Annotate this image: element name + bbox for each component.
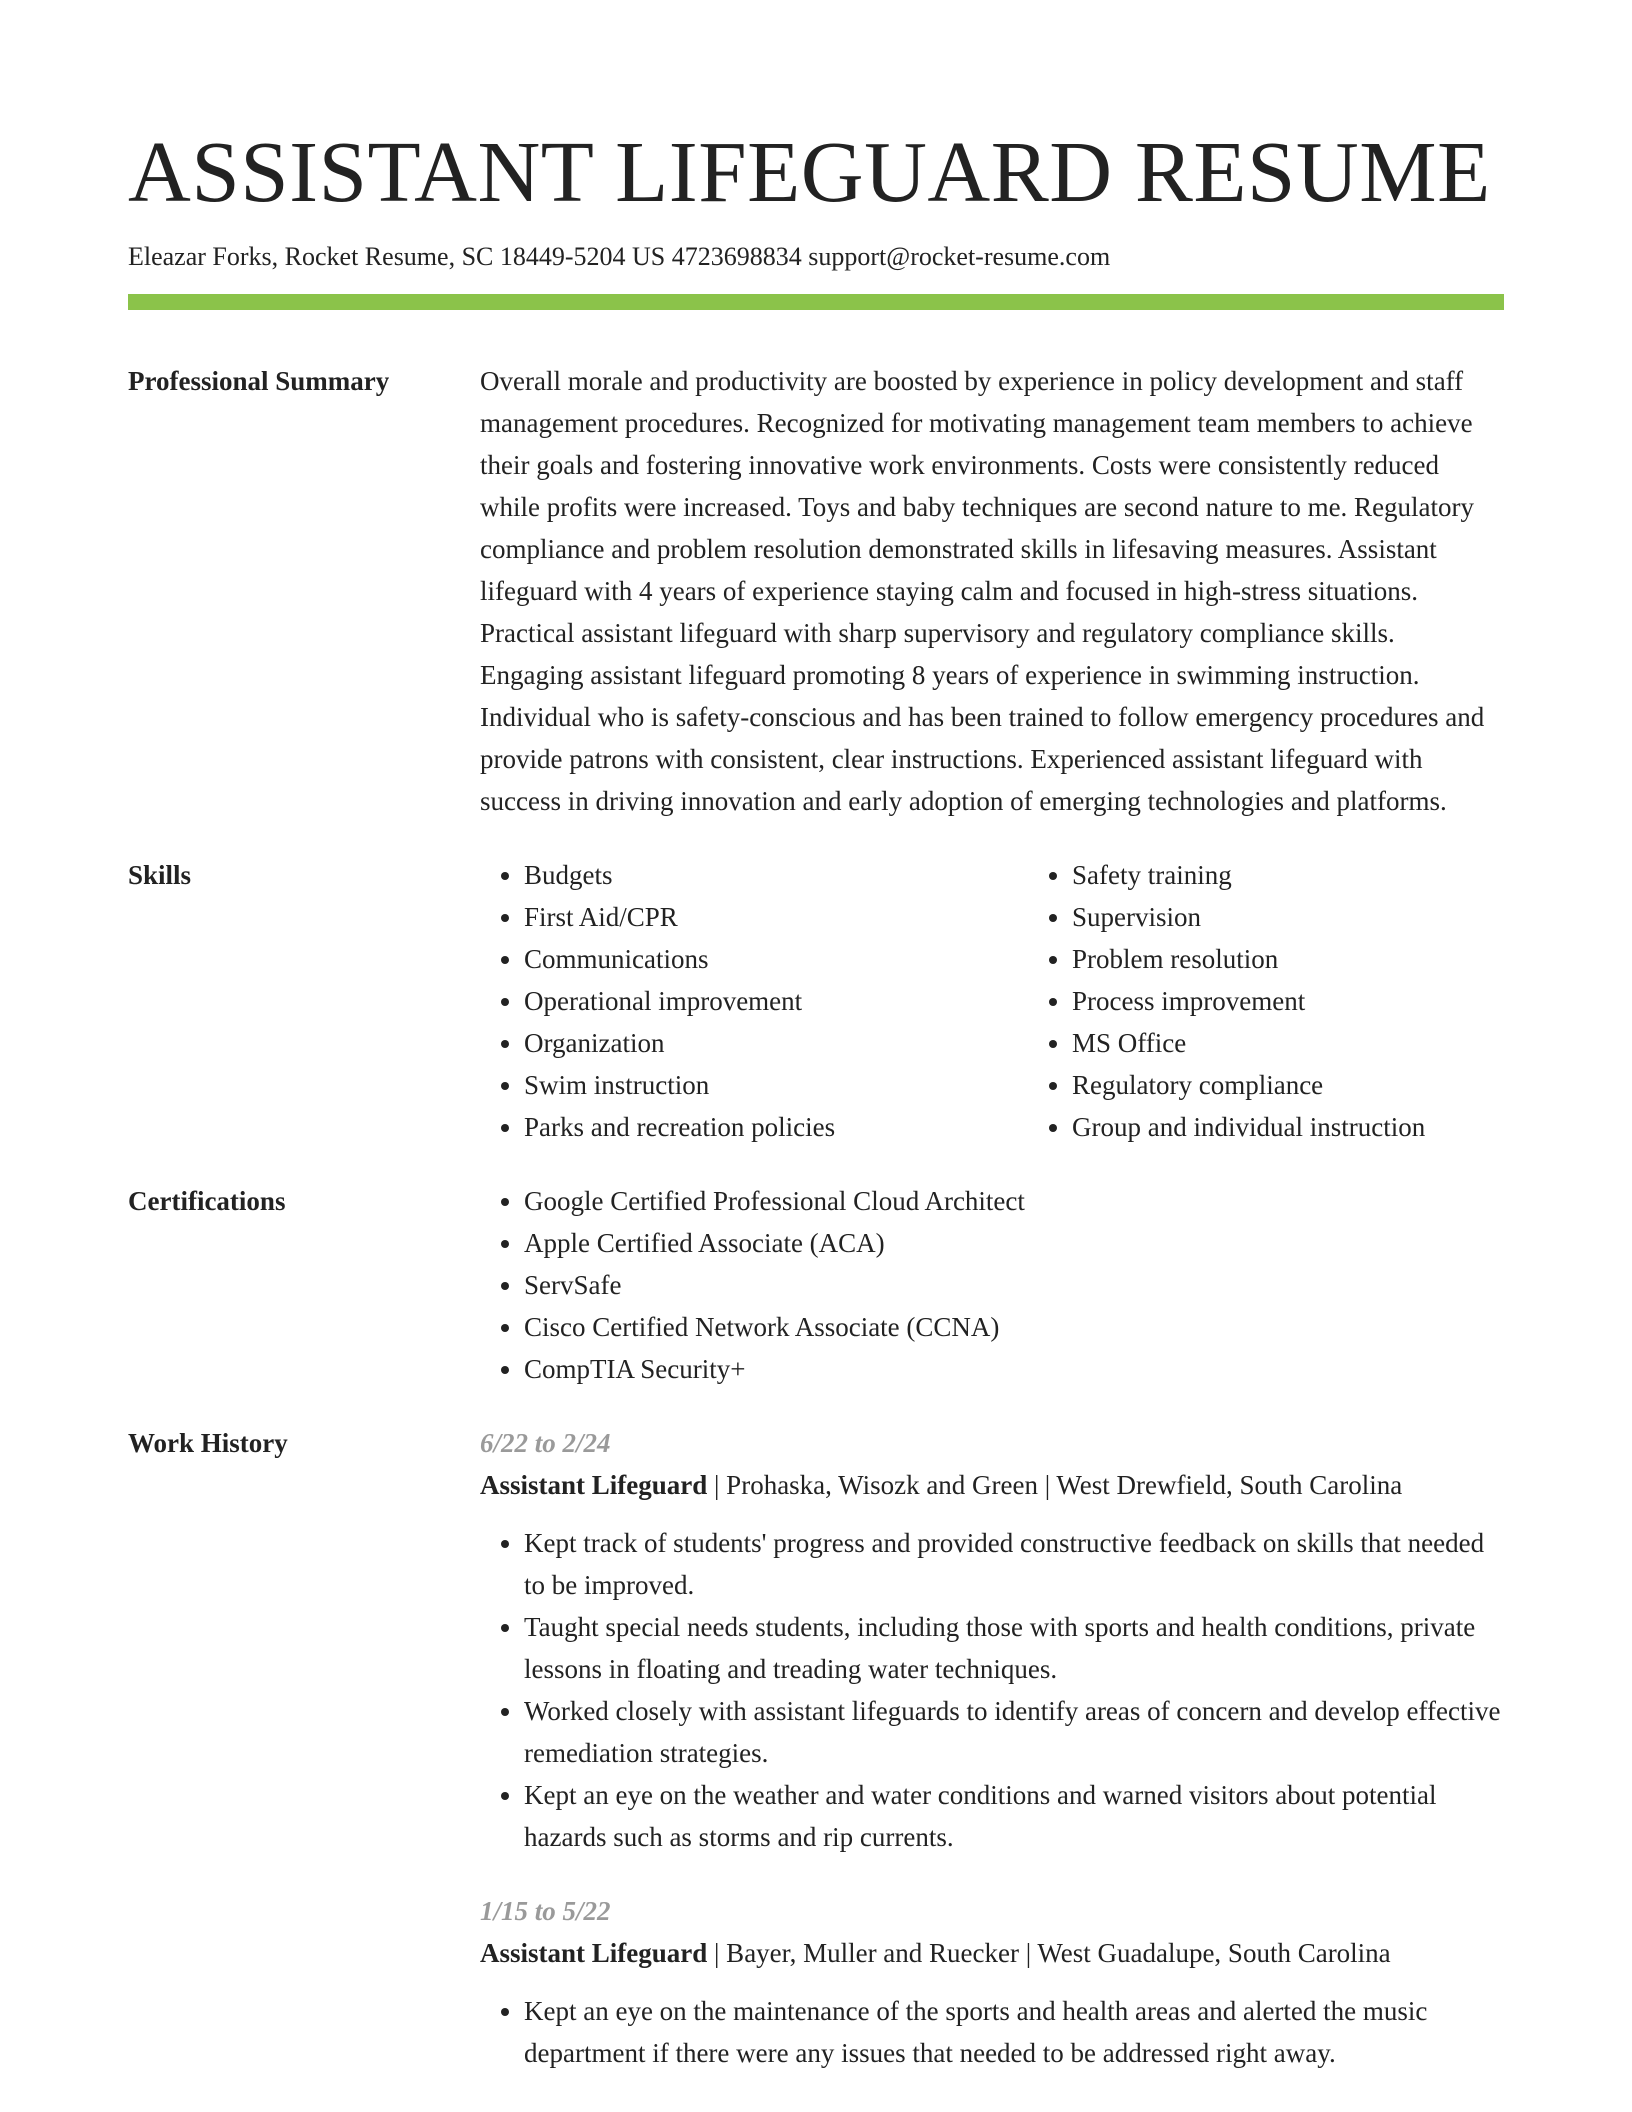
work-history-label: Work History	[128, 1427, 288, 1458]
skill-item: • Process improvement	[1072, 980, 1576, 1022]
skills-list-left	[480, 854, 1028, 1148]
summary-label: Professional Summary	[128, 365, 390, 396]
job-details: | Bayer, Muller and Ruecker | West Guadalupe, South Carolina	[707, 1937, 1391, 1968]
skill-item: • Communications	[524, 938, 1028, 980]
contact-line: Eleazar Forks, Rocket Resume, SC 18449-5204 US 4723698834 support@rocket-resume.com	[128, 242, 1111, 271]
skill-item: • Problem resolution	[1072, 938, 1576, 980]
skills-label: Skills	[128, 859, 192, 890]
skill-item: • MS Office	[1072, 1022, 1576, 1064]
work-history-content	[480, 1422, 1504, 2074]
skill-item: • Operational improvement	[524, 980, 1028, 1022]
certifications-label: Certifications	[128, 1185, 286, 1216]
skill-item: • Parks and recreation policies	[524, 1106, 1028, 1148]
job-title: Assistant Lifeguard	[480, 1469, 708, 1500]
skill-item: • Swim instruction	[524, 1064, 1028, 1106]
job-dates: 1/15 to 5/22	[480, 1895, 611, 1926]
skill-item: • Budgets	[524, 854, 1028, 896]
certification-item: • Google Certified Professional Cloud Architect	[524, 1180, 1504, 1222]
certification-item: • Apple Certified Associate (ACA)	[524, 1222, 1504, 1264]
job-heading	[480, 1932, 1504, 1974]
job-bullet: • Kept an eye on the maintenance of the sports and health areas and alerted the music department if there were any issues that needed to be addressed right away.	[524, 1990, 1504, 2074]
summary-section	[128, 360, 1504, 822]
job-bullet: • Kept an eye on the weather and water conditions and warned visitors about potential hazards such as storms and rip currents.	[524, 1774, 1504, 1858]
job-bullet-list	[480, 1522, 1504, 1858]
skill-item: • Regulatory compliance	[1072, 1064, 1576, 1106]
job-bullet: • Kept track of students' progress and provided constructive feedback on skills that needed to be improved.	[524, 1522, 1504, 1606]
skill-item: • Supervision	[1072, 896, 1576, 938]
job-bullet: • Taught special needs students, including those with sports and health conditions, private lessons in floating and treading water techniques.	[524, 1606, 1504, 1690]
resume-page	[128, 118, 1504, 2074]
accent-divider	[128, 294, 1504, 310]
job-bullet: • Worked closely with assistant lifeguards to identify areas of concern and develop effective remediation strategies.	[524, 1690, 1504, 1774]
job-entry	[480, 1890, 1504, 2074]
job-bullet-list	[480, 1990, 1504, 2074]
skill-item: • First Aid/CPR	[524, 896, 1028, 938]
job-entry	[480, 1422, 1504, 1858]
certifications-content	[480, 1180, 1504, 1390]
resume-title: ASSISTANT LIFEGUARD RESUME	[128, 123, 1491, 220]
skills-list-right	[1028, 854, 1576, 1148]
certifications-list	[480, 1180, 1504, 1390]
certification-item: • ServSafe	[524, 1264, 1504, 1306]
job-heading	[480, 1464, 1504, 1506]
skill-item: • Group and individual instruction	[1072, 1106, 1576, 1148]
skill-item: • Organization	[524, 1022, 1028, 1064]
summary-text: Overall morale and productivity are boosted by experience in policy development and staff management procedures. Recognized for motivating management team members to achieve their goals and fostering innovative work environments. Costs were consistently reduced while profits were increased. Toys and baby techniques are second nature to me. Regulatory compliance and problem resolution demonstrated skills in lifesaving measures. Assistant lifeguard with 4 years of experience staying calm and focused in high-stress situations. Practical assistant lifeguard with sharp supervisory and regulatory compliance skills. Engaging assistant lifeguard promoting 8 years of experience in swimming instruction. Individual who is safety-conscious and has been trained to follow emergency procedures and provide patrons with consistent, clear instructions. Experienced assistant lifeguard with success in driving innovation and early adoption of emerging technologies and platforms.	[480, 365, 1485, 816]
job-details: | Prohaska, Wisozk and Green | West Drewfield, South Carolina	[707, 1469, 1403, 1500]
certification-item: • Cisco Certified Network Associate (CCNA)	[524, 1306, 1504, 1348]
skills-columns	[480, 854, 1576, 1148]
job-title: Assistant Lifeguard	[480, 1937, 708, 1968]
certification-item: • CompTIA Security+	[524, 1348, 1504, 1390]
job-dates: 6/22 to 2/24	[480, 1427, 611, 1458]
skills-section	[128, 854, 1504, 1148]
work-history-section	[128, 1422, 1504, 2074]
skill-item: • Safety training	[1072, 854, 1576, 896]
certifications-section	[128, 1180, 1504, 1390]
